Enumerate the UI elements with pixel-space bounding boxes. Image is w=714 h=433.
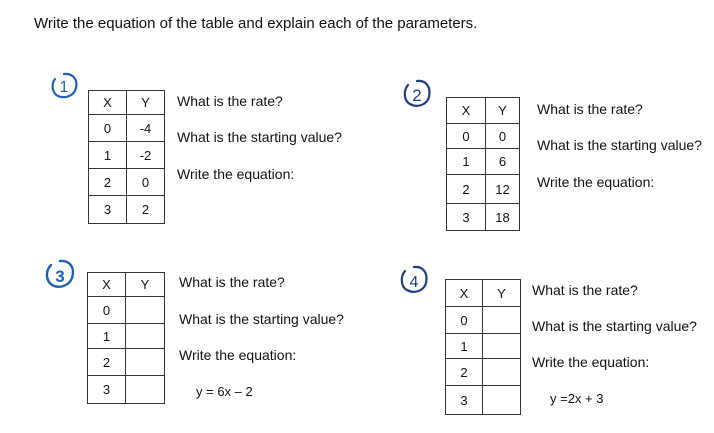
xy-table-4 <box>445 279 521 415</box>
cell-y <box>483 334 521 359</box>
cell-x: 2 <box>447 175 486 204</box>
problem-number-2 <box>400 77 434 111</box>
problem-number-3-text: 3 <box>55 267 65 286</box>
cell-y <box>483 359 521 386</box>
cell-x: 3 <box>88 376 126 404</box>
problem-number-2-text: 2 <box>412 86 422 105</box>
xy-table-3 <box>87 272 165 404</box>
starting-value-question-1: What is the starting value? <box>177 129 342 145</box>
cell-y <box>126 376 165 404</box>
cell-y: 18 <box>486 204 520 231</box>
instructions: Write the equation of the table and explain each of the parameters. <box>34 15 478 32</box>
header-x: X <box>89 91 127 115</box>
cell-x: 0 <box>89 115 127 142</box>
cell-y <box>483 307 521 334</box>
header-x: X <box>446 280 483 307</box>
cell-y: 12 <box>486 175 520 204</box>
rate-question-3: What is the rate? <box>179 274 285 290</box>
equation-prompt-4: Write the equation: <box>532 354 650 370</box>
header-y: Y <box>486 98 520 124</box>
cell-y: 0 <box>127 169 165 196</box>
header-y: Y <box>126 273 165 297</box>
cell-x: 1 <box>447 149 486 175</box>
cell-y: 6 <box>486 149 520 175</box>
problem-number-1-text: 1 <box>59 79 69 96</box>
equation-prompt-3: Write the equation: <box>179 347 297 363</box>
cell-y <box>126 324 165 349</box>
cell-y <box>126 297 165 324</box>
rate-question-1: What is the rate? <box>177 93 283 109</box>
problem-number-4-text: 4 <box>409 274 419 291</box>
cell-x: 3 <box>447 204 486 231</box>
cell-y <box>483 386 521 415</box>
cell-x: 1 <box>88 324 126 349</box>
problem-number-3 <box>42 257 78 293</box>
cell-x: 1 <box>89 142 127 169</box>
given-equation-4: y =2x + 3 <box>550 391 604 406</box>
equation-prompt-1: Write the equation: <box>177 166 295 182</box>
cell-y <box>126 349 165 376</box>
equation-prompt-2: Write the equation: <box>537 174 655 190</box>
given-equation-3: y = 6x – 2 <box>196 384 253 399</box>
cell-y: -2 <box>127 142 165 169</box>
cell-x: 3 <box>89 196 127 224</box>
problem-number-1 <box>48 70 80 102</box>
cell-x: 0 <box>88 297 126 324</box>
cell-y: 0 <box>486 124 520 149</box>
cell-x: 1 <box>446 334 483 359</box>
problem-number-4 <box>397 263 431 297</box>
starting-value-question-4: What is the starting value? <box>532 318 697 334</box>
cell-x: 2 <box>446 359 483 386</box>
starting-value-question-2: What is the starting value? <box>537 137 702 153</box>
header-y: Y <box>483 280 521 307</box>
cell-x: 0 <box>446 307 483 334</box>
header-x: X <box>447 98 486 124</box>
starting-value-question-3: What is the starting value? <box>179 311 344 327</box>
xy-table-1 <box>88 90 165 224</box>
cell-x: 2 <box>89 169 127 196</box>
rate-question-4: What is the rate? <box>532 282 638 298</box>
cell-x: 2 <box>88 349 126 376</box>
cell-y: -4 <box>127 115 165 142</box>
cell-y: 2 <box>127 196 165 224</box>
cell-x: 3 <box>446 386 483 415</box>
xy-table-2 <box>446 97 520 231</box>
rate-question-2: What is the rate? <box>537 101 643 117</box>
header-y: Y <box>127 91 165 115</box>
header-x: X <box>88 273 126 297</box>
cell-x: 0 <box>447 124 486 149</box>
